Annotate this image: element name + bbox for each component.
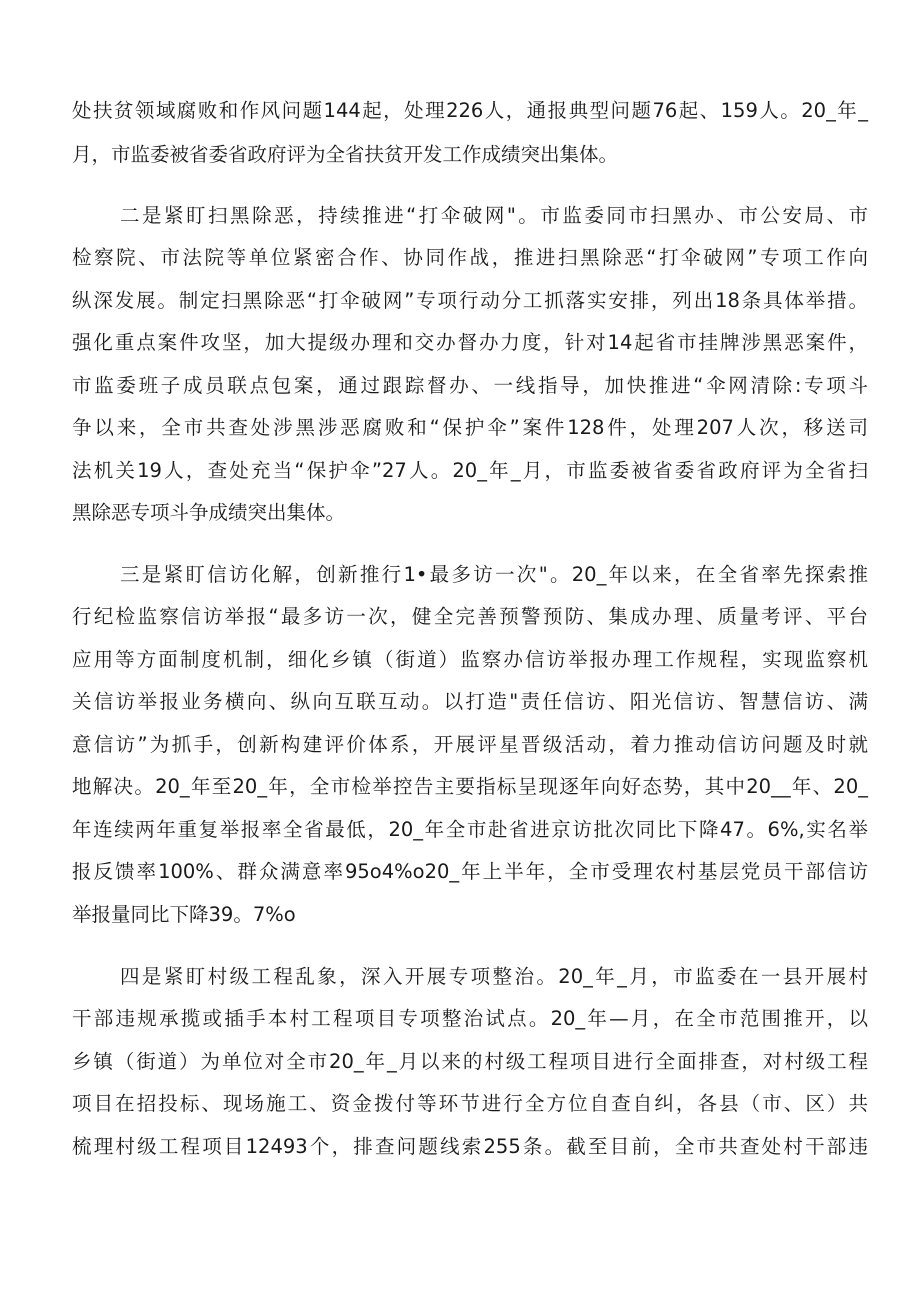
text-line: 举报量同比下降39。7%o: [72, 903, 296, 926]
text-line: 二是紧盯扫黑除恶，持续推进“打伞破网"。市监委同市扫黑办、市公安局、市: [120, 204, 868, 227]
text-line: 报反馈率100%、群众满意率95o4%o20_年上半年，全市受理农村基层党员干部信访: [72, 860, 868, 883]
text-line: 行纪检监察信访举报“最多访一次，健全完善预警预防、集成办理、质量考评、平台: [72, 605, 868, 628]
text-line: 月，市监委被省委省政府评为全省扶贫开发工作成绩突出集体。: [72, 143, 619, 166]
text-line: 关信访举报业务横向、纵向互联互动。以打造"责任信访、阳光信访、智慧信访、满: [72, 690, 868, 713]
text-line: 法机关19人，查处充当“保护伞”27人。20_年_月，市监委被省委省政府评为全省扫: [72, 459, 868, 482]
text-line: 四是紧盯村级工程乱象，深入开展专项整治。20_年_月，市监委在一县开展村: [120, 965, 868, 988]
text-line: 强化重点案件攻坚，加大提级办理和交办督办力度，针对14起省市挂牌涉黑恶案件，: [72, 331, 868, 354]
text-line: 三是紧盯信访化解，创新推行1•最多访一次"。20_年以来，在全省率先探索推: [120, 563, 868, 586]
text-line: 项目在招投标、现场施工、资金拨付等环节进行全方位自查自纠，各县（市、区）共: [72, 1092, 868, 1115]
text-line: 梳理村级工程项目12493个，排查问题线索255条。截至目前，全市共查处村干部违: [72, 1135, 868, 1158]
text-line: 检察院、市法院等单位紧密合作、协同作战，推进扫黑除恶“打伞破网”专项工作向: [72, 246, 868, 269]
text-line: 地解决。20_年至20_年，全市检举控告主要指标呈现逐年向好态势，其中20__年、20_: [72, 775, 868, 798]
text-line: 争以来，全市共查处涉黑涉恶腐败和“保护伞”案件128件，处理207人次，移送司: [72, 416, 868, 439]
text-line: 处扶贫领域腐败和作风问题144起，处理226人，通报典型问题76起、159人。20_年_: [72, 99, 868, 122]
text-line: 应用等方面制度机制，细化乡镇（街道）监察办信访举报办理工作规程，实现监察机: [72, 648, 868, 671]
text-line: 黑除恶专项斗争成绩突出集体。: [72, 501, 346, 524]
text-line: 纵深发展。制定扫黑除恶“打伞破网”专项行动分工抓落实安排，列出18条具体举措。: [72, 289, 868, 312]
text-line: 年连续两年重复举报率全省最低，20_年全市赴省进京访批次同比下降47。6%,实名举: [72, 818, 868, 841]
text-line: 意信访”为抓手，创新构建评价体系，开展评星晋级活动，着力推动信访问题及时就: [72, 733, 868, 756]
text-line: 乡镇（街道）为单位对全市20_年_月以来的村级工程项目进行全面排查，对村级工程: [72, 1050, 868, 1073]
text-line: 干部违规承揽或插手本村工程项目专项整治试点。20_年—月，在全市范围推开，以: [72, 1007, 868, 1030]
text-line: 市监委班子成员联点包案，通过跟踪督办、一线指导，加快推进“伞网清除:专项斗: [72, 374, 868, 397]
